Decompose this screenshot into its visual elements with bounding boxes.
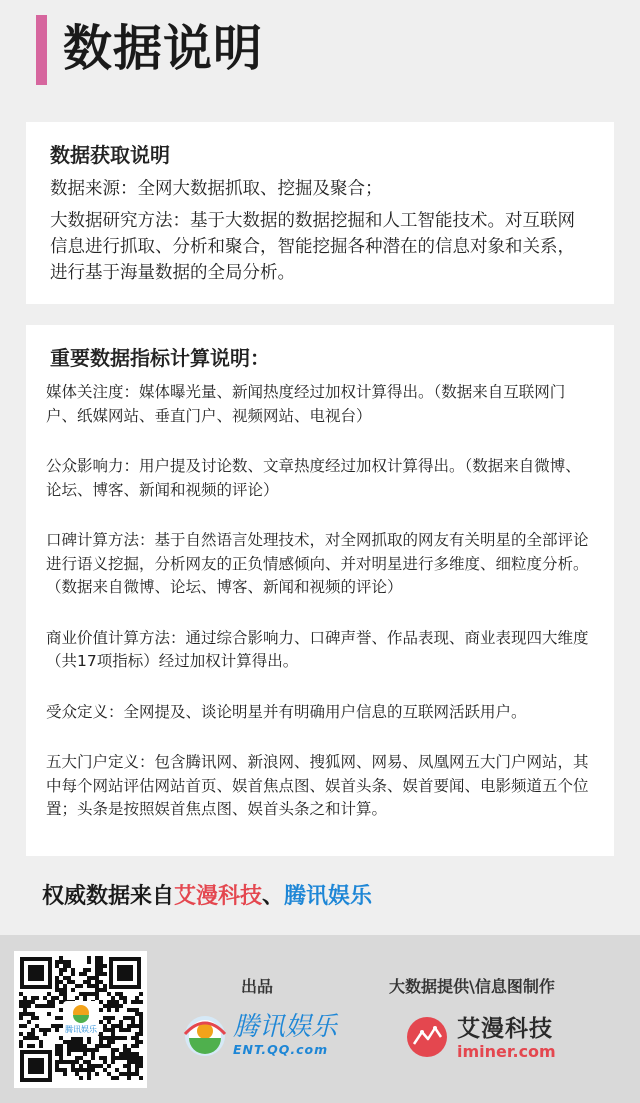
tencent-logo-url: ENT.QQ.com (233, 1042, 329, 1057)
indicator-audience-definition: 受众定义：全网提及、谈论明星并有明确用户信息的互联网活跃用户。 (46, 702, 527, 721)
data-source-text: 数据来源：全网大数据抓取、挖掘及聚合； (50, 179, 383, 199)
qr-center-label: 腾讯娱乐 (65, 1025, 97, 1034)
qr-code (14, 951, 147, 1088)
source-separator: 、 (262, 884, 285, 909)
source-brand-tencent: 腾讯娱乐 (284, 884, 373, 909)
source-brand-iminer: 艾漫科技 (174, 884, 263, 909)
tencent-logo-name: 腾讯娱乐 (233, 1012, 338, 1042)
iminer-logo-url: iminer.com (457, 1042, 556, 1061)
page-title: 数据说明 (63, 20, 264, 77)
produced-by-label: 出品 (241, 977, 274, 996)
iminer-logo-icon (405, 1015, 449, 1059)
indicator-reputation-method: 口碑计算方法：基于自然语言处理技术，对全网抓取的网友有关明星的全部评论进行语义挖掘，分析网友的正负情感倾向、并对明星进行多维度、细粒度分析。（数据来自微博、论坛、博客、新闻和视频的评论） (46, 531, 589, 596)
indicator-public-influence: 公众影响力：用户提及讨论数、文章热度经过加权计算得出。（数据来自微博、论坛、博客、新闻和视频的评论） (46, 457, 581, 499)
indicator-commercial-value: 商业价值计算方法：通过综合影响力、口碑声誉、作品表现、商业表现四大维度（共17项指标）经过加权计算得出。 (46, 628, 589, 670)
indicators-card (26, 325, 614, 856)
source-prefix: 权威数据来自 (42, 884, 175, 909)
footer (0, 935, 640, 1103)
provider-label: 大数据提供\信息图制作 (389, 977, 555, 996)
tencent-ent-logo (183, 1012, 353, 1062)
acquisition-card (26, 122, 614, 304)
acquisition-heading: 数据获取说明 (50, 143, 170, 167)
authority-source-line (42, 880, 372, 914)
tencent-logo-icon (183, 1014, 227, 1058)
indicators-heading: 重要数据指标计算说明： (50, 346, 270, 370)
iminer-logo (405, 1015, 585, 1065)
title-accent-bar (36, 15, 47, 85)
indicator-portal-definition: 五大门户定义：包含腾讯网、新浪网、搜狐网、网易、凤凰网五大门户网站，其中每个网站评估网站首页、娱首焦点图、娱首头条、娱首要闻、电影频道五个位置；头条是按照娱首焦点图、娱首头条之和计算。 (46, 753, 589, 818)
research-method-text: 大数据研究方法：基于大数据的数据挖掘和人工智能技术。对互联网信息进行抓取、分析和聚合，智能挖掘各种潜在的信息对象和关系，进行基于海量数据的全局分析。 (50, 211, 575, 283)
indicator-media-attention: 媒体关注度：媒体曝光量、新闻热度经过加权计算得出。（数据来自互联网门户、纸媒网站、垂直门户、视频网站、电视台） (46, 383, 566, 425)
iminer-logo-name: 艾漫科技 (457, 1016, 553, 1042)
